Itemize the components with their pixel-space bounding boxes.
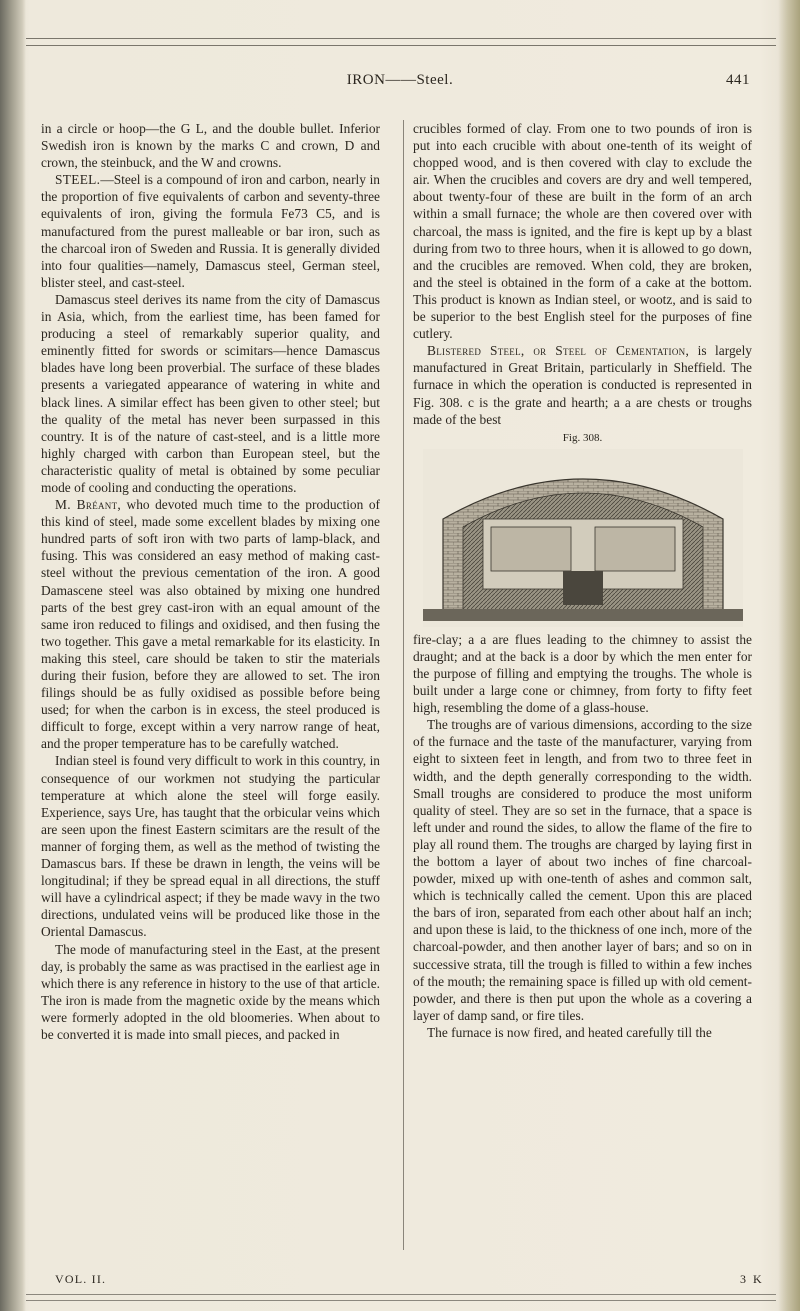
- top-rule-lines: [26, 38, 776, 58]
- furnace-illustration: [423, 449, 743, 627]
- running-head: IRON——Steel.: [346, 72, 454, 88]
- page-header: [40, 72, 760, 96]
- figure-308: [413, 430, 752, 627]
- paragraph: [413, 342, 752, 427]
- section-lead: STEEL.: [55, 172, 101, 188]
- bottom-rule-lines: [26, 1294, 776, 1306]
- section-lead: M. Bréant,: [55, 497, 122, 513]
- volume-label: VOL. II.: [55, 1272, 107, 1286]
- paragraph-text: —Steel is a compound of iron and carbon, nearly in the proportion of five equivalents of carbon and seventy-three equivalents of iron, giving the formula Fe73 C5, and is manufactured from the purest malleable or bar iron, such as the charcoal iron of Sweden and Russia. It is generally divided into four qualities—namely, Damascus steel, German steel, blister steel, and cast-steel.: [41, 172, 380, 290]
- paragraph-text: who devoted much time to the production of this kind of steel, made some excellent blades by mixing one hundred parts of soft iron with two parts of lamp-black, and fusing. This was considered an easy method of making cast-steel without the previous cementation of the iron. A good Damascene steel was also obtained by mixing one hundred parts of the best grey cast-iron with an equal amount of the same iron reduced to filings and oxidised, and then fusing the two together. This gave a metal remarkable for its elasticity. In making this steel, care should be taken to stir the materials during their fusion, before they are allowed to set. The iron filings should be as fully oxidised as possible before being used; for when the carbon is in excess, the steel produced is difficult to forge, except within a very narrow range of heat, and the proper temperature has to be carefully watched.: [41, 497, 380, 752]
- section-lead: Blistered Steel, or Steel of Cementation,: [427, 343, 690, 359]
- right-column: [413, 120, 752, 1041]
- paragraph: crucibles formed of clay. From one to two pounds of iron is put into each crucible with about one-tenth of its weight of chopped wood, and is then covered with clay to exclude the air. When the crucibles and covers are dry and well tempered, about twenty-four of these are built in the form of an arch within a small furnace; the whole are then covered over with charcoal, the mass is ignited, and the fire is kept up by a blast during from two to three hours, when it is allowed to go down, and the crucibles are removed. When cold, they are broken, and the steel is obtained in the form of a cake at the bottom. This product is known as Indian steel, or wootz, and is said to be superior to the best English steel for the purposes of fine cutlery.: [413, 121, 752, 342]
- paragraph: The troughs are of various dimensions, according to the size of the furnace and the taste of the manufacturer, varying from eight to sixteen feet in length, and from two to three feet in width, and the depth generally corresponding to the width. Small troughs are considered to produce the most uniform quality of steel. They are so set in the furnace, that a space is left under and round the sides, to allow the flame of the fire to play all round them. The troughs are charged by laying first in the bottom a layer of about two inches of fine charcoal-powder, mixed up with one-tenth of ashes and common salt, which is technically called the cement. Upon this are placed the bars of iron, separated from each other about half an inch; and upon these is laid, to the thickness of one inch, more of the charcoal-powder, and then another layer of bars; and so on in successive strata, till the trough is filled to within a few inches of the mouth; the remaining space is filled up with old cement-powder, and there is then put upon the whole as a covering a layer of damp sand, or fire tiles.: [413, 717, 752, 1023]
- book-binding-shadow: [0, 0, 26, 1311]
- page-number: 441: [726, 72, 750, 88]
- column-divider: [403, 120, 404, 1250]
- paragraph: [41, 171, 380, 291]
- paragraph: in a circle or hoop—the G L, and the double bullet. Inferior Swedish iron is known by the marks C and crown, D and crown, the steinbuck, and the W and crowns.: [41, 121, 380, 171]
- paragraph: Damascus steel derives its name from the city of Damascus in Asia, which, from the earliest time, has been famed for producing a steel of remarkably superior quality, and eminently fitted for swords or scimitars—hence Damascus blades have long been proverbial. The surface of these blades presents a variegated appearance of watering in white and black lines. A similar effect has been given to other steel; but the quality of the metal has never been surpassed in this country. It is of the nature of cast-steel, and is a little more highly charged with carbon than European steel, but the characteristic quality of metal is obtained by some peculiar mode of cooling and conducting the operations.: [41, 291, 380, 495]
- paragraph: Indian steel is found very difficult to work in this country, in consequence of our workmen not studying the particular temperature at which alone the steel will forge easily. Experience, says Ure, has taught that the orbicular veins which are seen upon the finest Eastern scimitars are the result of the manner of forging them, as well as the method of twisting the Damascus bars. If these be drawn in length, the veins will be longitudinal; if they be spread equal in all directions, the stuff will have a cylindrical aspect; if they be made wavy in the two directions, undulated veins will be produced like those in the Oriental Damascus.: [41, 753, 380, 940]
- figure-caption: Fig. 308.: [562, 431, 603, 444]
- paragraph-text: is largely manufactured in Great Britain, particularly in Sheffield. The furnace in which the operation is conducted is represented in Fig. 308. c is the grate and hearth; a a are chests or troughs made of the best: [413, 343, 752, 427]
- paragraph: [41, 496, 380, 752]
- paragraph: The mode of manufacturing steel in the East, at the present day, is probably the same as was practised in the earliest age in which there is any reference in history to the use of that article. The iron is made from the magnetic oxide by the means which were formerly adopted in the old bloomeries. When about to be converted it is made into small pieces, and packed in: [41, 941, 380, 1042]
- paragraph: The furnace is now fired, and heated carefully till the: [427, 1024, 712, 1040]
- paragraph: fire-clay; a a are flues leading to the chimney to assist the draught; and at the back is a door by which the men enter for the purpose of filling and emptying the troughs. The whole is built under a large cone or chimney, from forty to fifty feet high, resembling the dome of a glass-house.: [413, 631, 752, 716]
- page-edge: [778, 0, 800, 1311]
- signature-mark: 3 K: [740, 1272, 764, 1286]
- left-column: [41, 120, 380, 1043]
